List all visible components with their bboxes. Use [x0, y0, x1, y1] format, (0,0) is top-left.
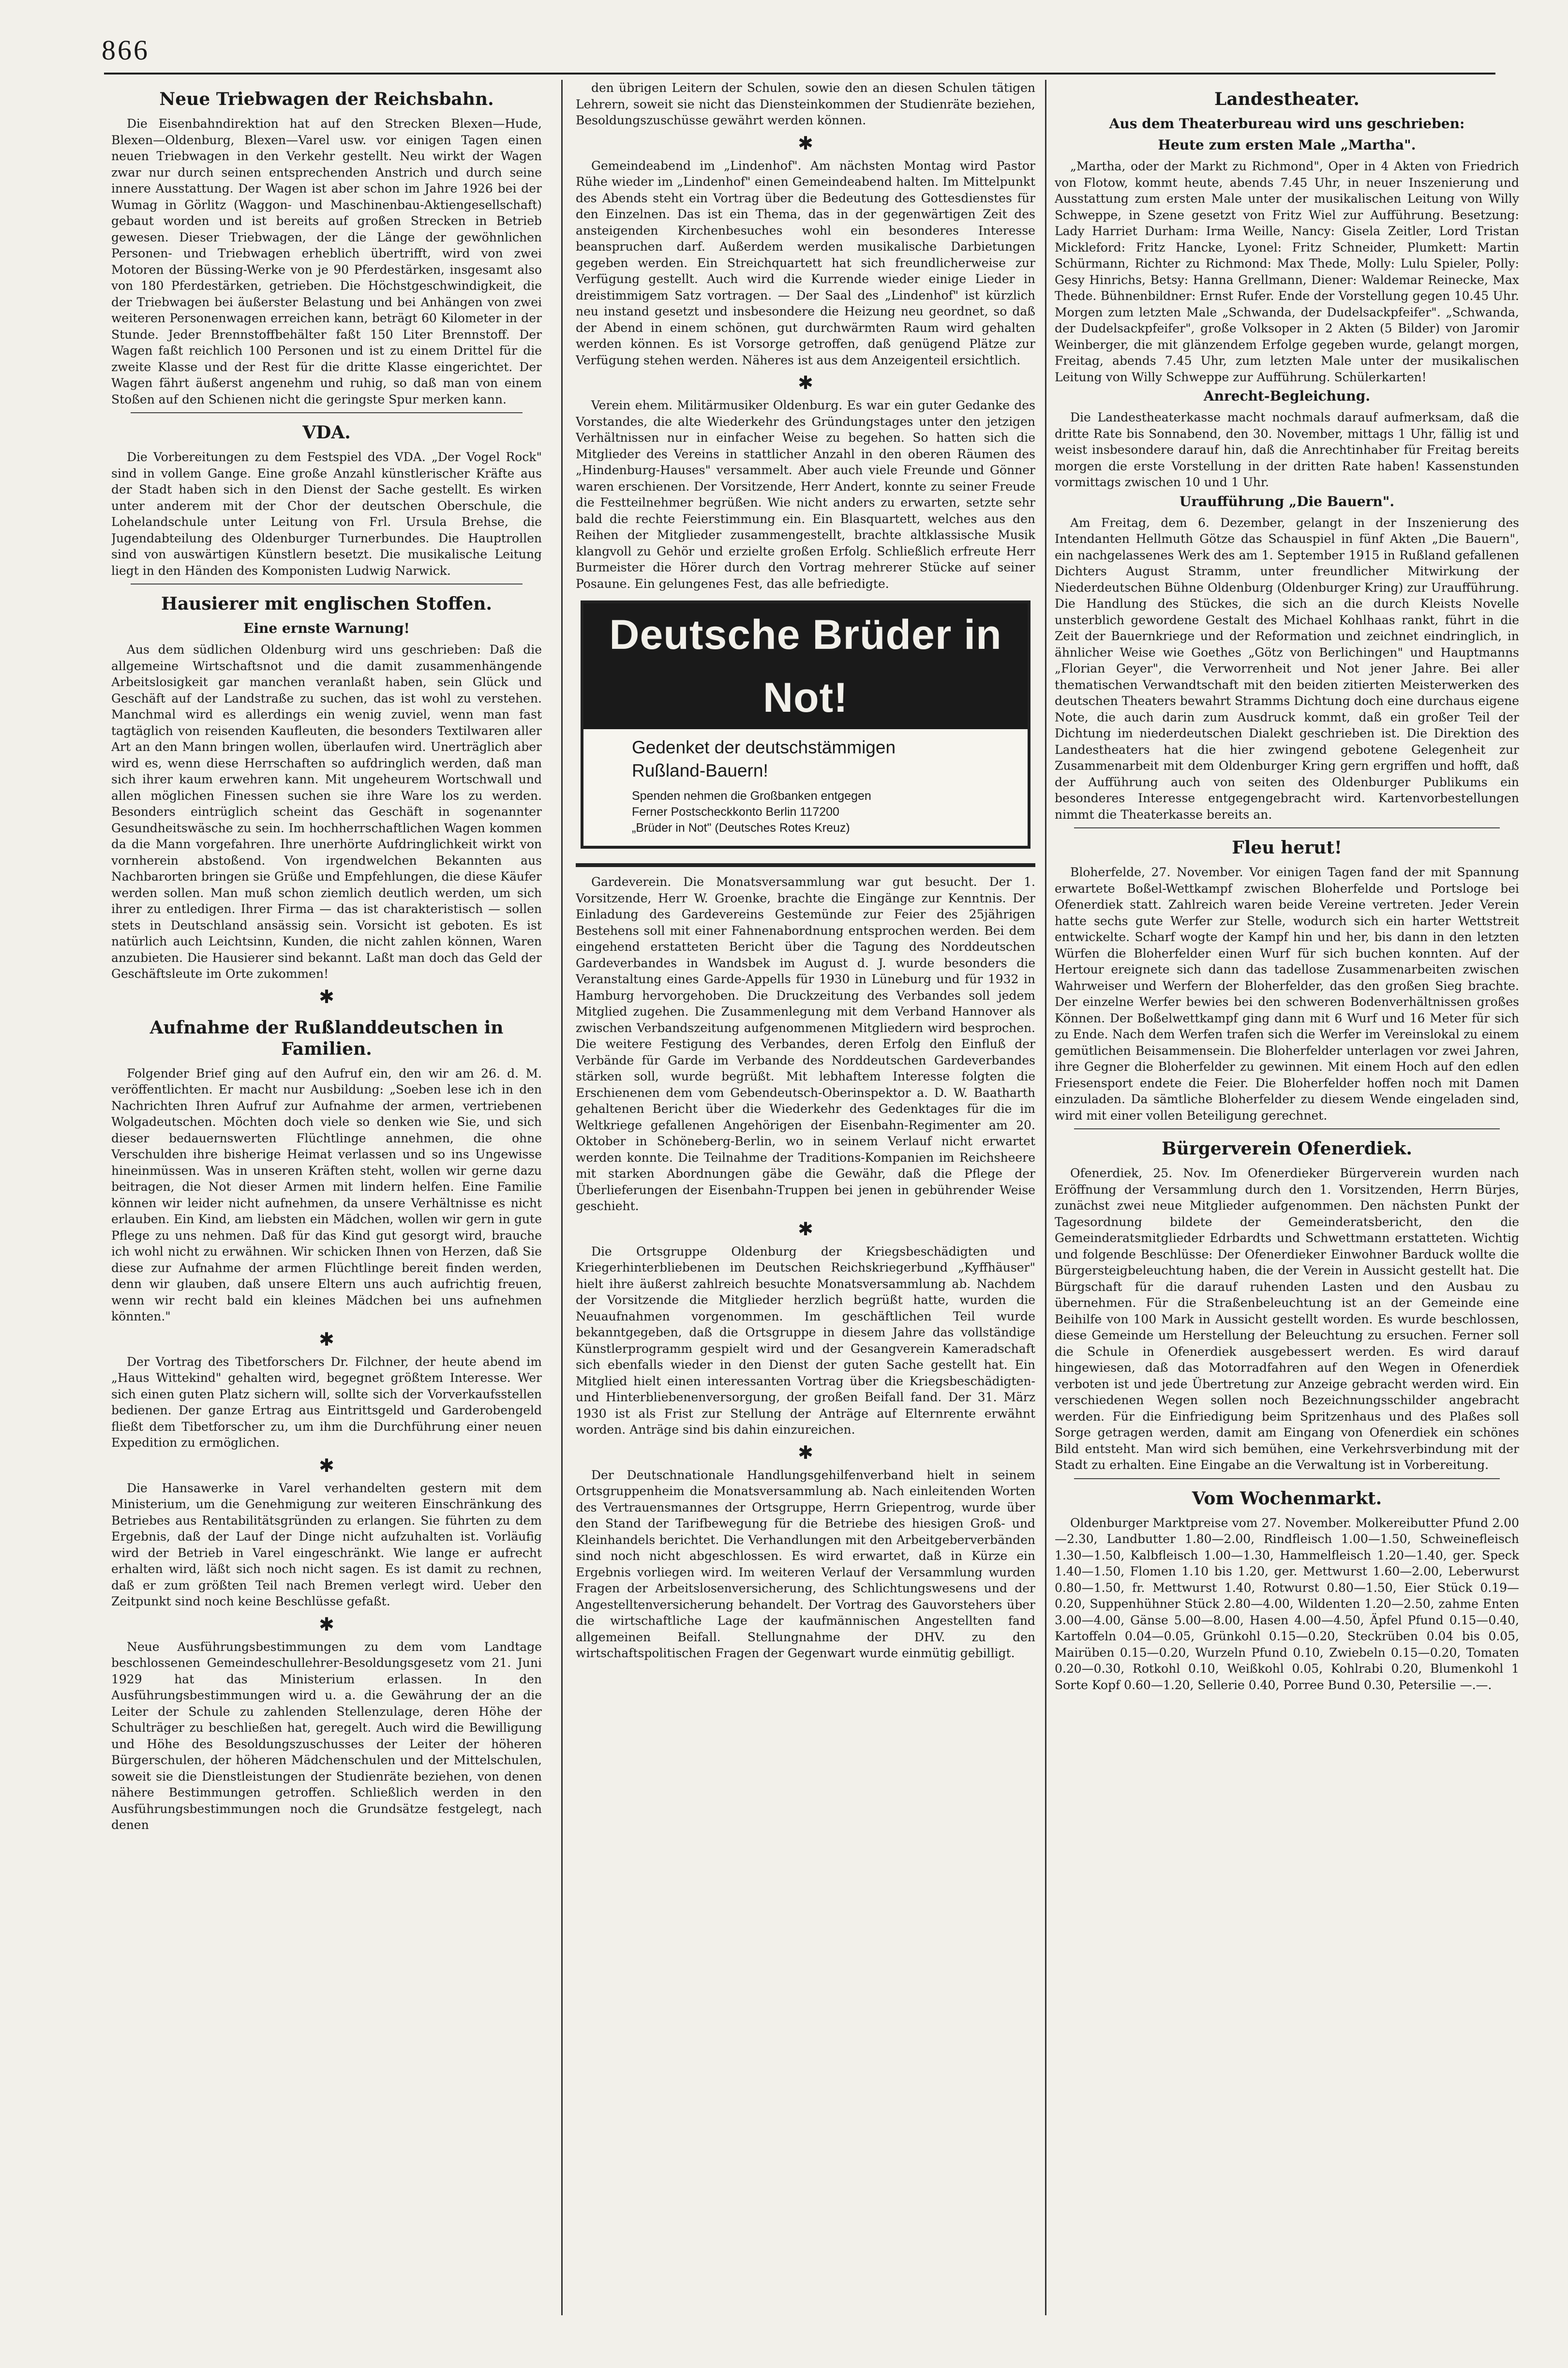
article-text: Die Ortsgruppe Oldenburg der Kriegsbeschädigten und Kriegerhinterbliebenen im Deutschen Reichskriegerbund „Kyffhäuser" hielt ihre äußerst zahlreich besuchte Monatsversammlung ab. Nachdem der Vorsitzende die Mitglieder herzlich begrüßt hatte, wurden die Neuaufnahmen vorgenommen. Im geschäftlichen Teil wurde bekanntgegeben, daß die Ortsgruppe in diesem Jahre das vollständige Künstlerprogramm gespielt wird und der Gesangverein Kameradschaft sich ebenfalls wieder in den Dienst der guten Sache gestellt hat. Ein Mitglied hielt einen interessanten Vortrag über die Kriegsbeschädigten- und Hinterbliebenenversorgung, der großen Beifall fand. Der 31. März 1930 ist als Frist zur Stellung der Anträge auf Elternrente erwähnt worden. Anträge sind bis dahin einzureichen. [576, 1244, 1035, 1437]
article-text: Der Vortrag des Tibetforschers Dr. Filchner, der heute abend im „Haus Wittekind" gehalten wird, begegnet größtem Interesse. Wer sich einen guten Platz sichern will, sollte sich der Vorverkaufsstellen bedienen. Der ganze Ertrag aus Eintrittsgeld und Garderobengeld fließt dem Tibetforscher zu, um ihm die Durchführung einer neuen Expedition zu ermöglichen. [111, 1354, 542, 1450]
page-number: 866 [102, 34, 149, 66]
article-title: Hausierer mit englischen Stoffen. [161, 594, 493, 614]
article-text: Neue Ausführungsbestimmungen zu dem vom Landtage beschlossenen Gemeindeschullehrer-Besoldungsgesetz vom 21. Juni 1929 hat das Ministerium erlassen. In den Ausführungsbestimmungen wird u. a. die Gewährung der an die Leiter der Schule zu zahlenden Stellenzulage, deren Höhe der Schulträger zu beschließen hat, geregelt. Auch wird die Bewilligung und Höhe des Besoldungszuschusses der Leiter der höheren Bürgerschulen, der höheren Mädchenschulen und der Mittelschulen, soweit sie die Dienstleistungen der Studienräte beziehen, von denen nähere Bestimmungen getroffen. Schließlich werden in den Ausführungsbestimmungen noch die Grundsätze festgelegt, nach denen [111, 1639, 542, 1832]
article-subtitle: Eine ernste Warnung! [243, 620, 410, 636]
article-text: Die Landestheaterkasse macht nochmals darauf aufmerksam, daß die dritte Rate bis Sonnabend, den 30. November, mittags 1 Uhr, fällig ist und weist insbesondere darauf hin, daß die Anrechtinhaber für Freitag bereits morgen die erste Vorstellung in der dritten Rate haben! Kassenstunden vormittags zwischen 10 und 1 Uhr. [1055, 410, 1519, 489]
article-text: Folgender Brief ging auf den Aufruf ein, den wir am 26. d. M. veröffentlichten. Er macht nur Ausbildung: „Soeben lese ich in den Nachrichten Ihren Aufruf zur Aufnahme der armen, vertriebenen Wolgadeutschen. Möchten doch viele so denken wie Sie, und sich dieser bedauernswerten Flüchtlinge annehmen, die ohne Verschulden ihre bisherige Heimat verlassen und so ins Ungewisse hineinmüssen. Was in unseren Kräften steht, wollen wir gerne dazu beitragen, die Not dieser Armen mit lindern helfen. Eine Familie können wir leider nicht aufnehmen, da unsere Verhältnisse es nicht erlauben. Ein Kind, am liebsten ein Mädchen, wollen wir gern in gute Pflege zu uns nehmen. Daß für das Kind gut gesorgt wird, brauche ich wohl nicht zu erwähnen. Wir schicken Ihnen von Herzen, daß Sie diese zur Aufnahme der armen Flüchtlinge bereit finden werden, denn wir glauben, daß unsere Eltern uns auch aufrichtig freuen, wenn wir recht bald ein kleines Mädchen bei uns aufnehmen könnten." [111, 1066, 542, 1323]
article-text: „Martha, oder der Markt zu Richmond", Oper in 4 Akten von Friedrich von Flotow, kommt heute, abends 7.45 Uhr, in neuer Inszenierung und Ausstattung zum ersten Male unter der musikalischen Leitung von Willy Schweppe, in Szene gesetzt von Fritz Wiel zur Aufführung. Besetzung: Lady Harriet Durham: Irma Weille, Nancy: Gisela Zeitler, Lord Tristan Mickleford: Fritz Hancke, Lyonel: Fritz Schneider, Plumkett: Martin Schürmann, Richter zu Richmond: Max Thede, Molly: Lulu Spieler, Polly: Gesy Hinrichs, Betsy: Hanna Grellmann, Diener: Waldemar Reinecke, Max Thede. Bühnenbildner: Ernst Rufer. Ende der Vorstellung gegen 10.45 Uhr. Morgen zum letzten Male „Schwanda, der Dudelsackpfeifer". „Schwanda, der Dudelsackpfeifer", große Volksoper in 2 Akten (5 Bilder) von Jaromir Weinberger, die mit glänzendem Erfolge gegeben wurde, gelangt morgen, Freitag, abends 7.45 Uhr, zum letzten Male unter der musikalischen Leitung von Willy Schweppe zur Aufführung. Schülerkarten! [1055, 159, 1519, 384]
header-rule [104, 73, 1495, 75]
article-text: Gemeindeabend im „Lindenhof". Am nächsten Montag wird Pastor Rühe wieder im „Lindenhof" einen Gemeindeabend halten. Im Mittelpunkt des Abends steht ein Vortrag über die Bedeutung des Gottesdienstes für den Einzelnen. Das ist ein Thema, das in der gegenwärtigen Zeit des ansteigenden Kirchenbesuches wohl ein besonderes Interesse beanspruchen darf. Außerdem werden musikalische Darbietungen gegeben werden. Ein Streichquartett hat sich freundlicherweise zur Verfügung gestellt. Auch wird die Kurrende wieder einige Lieder in dreistimmigem Satz vortragen. — Der Saal des „Lindenhof" ist kürzlich neu instand gesetzt und insbesondere die Heizung neu geordnet, so daß der Abend in einem schönen, gut durchwärmten Raum wird gehalten werden können. Es ist Vorsorge getroffen, daß genügend Plätze zur Verfügung stehen werden. Näheres ist aus dem Anzeigenteil ersichtlich. [576, 158, 1035, 367]
article-title: Landestheater. [1214, 89, 1359, 109]
article-title: Fleu herut! [1232, 838, 1342, 858]
article-text: Aus dem südlichen Oldenburg wird uns geschrieben: Daß die allgemeine Wirtschaftsnot und die damit zusammenhängende Arbeitslosigkeit gar manchen veranlaßt haben, sein Glück und Geschäft auf der Landstraße zu suchen, das ist wohl zu verstehen. Manchmal wird es allerdings ein wenig zuviel, wenn man fast tagtäglich von reisenden Kaufleuten, die besonders Textilwaren aller Art an den Mann bringen wollen, überlaufen wird. Unerträglich aber wird es, wenn diese Herrschaften so aufdringlich werden, daß man sich ihrer kaum erwehren kann. Mit ungeheurem Wortschwall und allen möglichen Finessen suchen sie ihre Ware los zu werden. Besonders eintrüglich scheint das Geschäft in sogenannter Gesundheitswäsche zu sein. Im hochherrschaftlichen Wagen kommen da die Mann vorgefahren. Ihre unerhörte Aufdringlichkeit wirkt von vornherein abstoßend. Von irgendwelchen Bekannten aus Nachbarorten bringen sie Grüße und Empfehlungen, die diese Käufer werden sollen. Man muß schon ziemlich deutlich werden, um sich ihrer zu entledigen. Ihrer Firma — das ist charakteristisch — sollen stets in Deutschland ansässig sein. Vorsicht ist geboten. Es ist natürlich auch Leichtsinn, Kunden, die nicht zahlen können, Waren anzubieten. Die Hausierer sind bekannt. Laßt man doch das Geld der Geschäftsleute im Orte zukommen! [111, 643, 542, 981]
article-divider [131, 412, 523, 413]
article-text: Die Eisenbahndirektion hat auf den Strecken Blexen—Hude, Blexen—Oldenburg, Blexen—Varel usw. vor einigen Tagen einen neuen Triebwagen in den Verkehr gestellt. Neu wirkt der Wagen zwar nur durch seinen entsprechenden Anstrich und durch seine innere Ausstattung. Der Wagen ist aber schon im Jahre 1926 bei der Wumag in Görlitz (Waggon- und Maschinenbau-Aktiengesellschaft) gebaut worden und ist bereits auf großen Strecken in Betrieb gewesen. Dieser Triebwagen, der die Länge der gewöhnlichen Personen- und Triebwagen erheblich übertrifft, wird von zwei Motoren der Büssing-Werke von je 90 Pferdestärken, insgesamt also von 180 Pferdestärken, getrieben. Die Höchstgeschwindigkeit, die der Triebwagen bei äußerster Belastung und bei Anhängen von zwei weiteren Personenwagen erreichen kann, beträgt 60 Kilometer in der Stunde. Jeder Brennstoffbehälter faßt 150 Liter Brennstoff. Der Wagen faßt reichlich 100 Personen und ist zu einem Drittel für die zweite Klasse und der Rest für die dritte Klasse eingerichtet. Der Wagen fährt äußerst angenehm und ruhig, so daß man von einem Stoßen auf den Schienen nicht die geringste Spur merken kann. [111, 117, 542, 406]
ad-notes [583, 785, 1028, 846]
column-divider [561, 80, 563, 2315]
article-subtitle: Anrecht-Begleichung. [1203, 388, 1371, 404]
article-divider [1074, 827, 1500, 828]
article-text: Die Vorbereitungen zu dem Festspiel des VDA. „Der Vogel Rock" sind in vollem Gange. Eine große Anzahl künstlerischer Kräfte aus der Stadt haben sich in den Dienst der Sache gestellt. Es wirken unter anderem mit der Chor der deutschen Oberschule, die Lohelandschule unter Leitung von Frl. Ursula Brehse, die Jugendabteilung des Oldenburger Turnerbundes. Die Hauptrollen sind von auswärtigen Künstlern besetzt. Die musikalische Leitung liegt in den Händen des Komponisten Ludwig Narwick. [111, 450, 542, 578]
asterisk-divider: ✱ [798, 132, 813, 154]
article-subtitle: Uraufführung „Die Bauern". [1179, 493, 1395, 510]
article-divider [131, 584, 523, 585]
article-text: Gardeverein. Die Monatsversammlung war gut besucht. Der 1. Vorsitzende, Herr W. Groenke, brachte die Eingänge zur Kenntnis. Der Einladung des Gardevereins Gestemünde zur Feier des 25jährigen Bestehens soll mit einer Fahnenabordnung entsprochen werden. Bei dem eingehend erstatteten Bericht über die Tagung des Norddeutschen Gardeverbandes in Wandsbek im August d. J. wurde besonders die Veranstaltung eines Garde-Appells für 1930 in Lüneburg und für 1932 in Hamburg hervorgehoben. Die Druckzeitung des Verbandes soll jedem Mitglied zugehen. Die Zusammenlegung mit dem Verband Hannover als zwischen Verbandszeitung aufgenommenen Mitgliedern wird besprochen. Die weitere Festigung des Verbandes, deren Erfolg den Einfluß der Verbände für Garde im Verbande des Norddeutschen Gardeverbandes stärken soll, wurde begrüßt. Mit lebhaftem Interesse folgten die Erschienenen dem vom Gebendeutsch-Oberinspektor a. D. W. Baatharth gehaltenen Bericht über die Wiederkehr des Gedenktages für die im Weltkriege gefallenen Angehörigen der Eisenbahn-Regimenter am 20. Oktober in Schöneberg-Berlin, wo in seinem Verlauf nicht erwartet werden konnte. Die Teilnahme der Traditions-Kompanien im Reichsheere mit starken Abordnungen gäbe die Gewähr, daß die Pflege der Überlieferungen der Eisenbahn-Truppen bei jenen in gebührender Weise geschieht. [576, 875, 1035, 1213]
article-text: Die Hansawerke in Varel verhandelten gestern mit dem Ministerium, um die Genehmigung zur weiteren Einschränkung des Betriebes aus Rentabilitätsgründen zu erlangen. Sie führten zu dem Ergebnis, daß der Lauf der Dinge nicht aufzuhalten ist. Vorläufig wird der Betrieb in Varel eingeschränkt. Wie lange er aufrecht erhalten wird, läßt sich noch nicht sagen. Es ist damit zu rechnen, daß er zum größten Teil nach Bremen verlegt wird. Ueber den Zeitpunkt sind noch keine Beschlüsse gefaßt. [111, 1481, 542, 1608]
article-text: Der Deutschnationale Handlungsgehilfenverband hielt in seinem Ortsgruppenheim die Monatsversammlung ab. Nach einleitenden Worten des Vertrauensmannes der Ortsgruppe, Herrn Griepentrog, wurde über den Stand der Tarifbewegung für die Betriebe des hiesigen Groß- und Kleinhandels berichtet. Die Verhandlungen mit den Arbeitgeberverbänden sind noch nicht abgeschlossen. Es wird erwartet, daß in Kürze ein Ergebnis vorliegen wird. Im weiteren Verlauf der Versammlung wurden Fragen der Arbeitslosenversicherung, des Schlichtungswesens und der Angestelltenversicherung behandelt. Der Vortrag des Gauvorstehers über die wirtschaftliche Lage der kaufmännischen Angestellten fand allgemeinen Beifall. Stellungnahme der DHV. zu den wirtschaftspolitischen Fragen der Gegenwart wurde einmütig gebilligt. [576, 1468, 1035, 1660]
column-right [1055, 80, 1519, 2349]
asterisk-divider: ✱ [319, 1613, 334, 1635]
article-divider [1074, 1128, 1500, 1129]
article-text: den übrigen Leitern der Schulen, sowie den an diesen Schulen tätigen Lehrern, soweit sie nicht das Diensteinkommen der Studienräte beziehen, Besoldungszuschüsse gewährt werden können. [576, 81, 1035, 127]
asterisk-divider: ✱ [319, 1328, 334, 1350]
article-title: Bürgerverein Ofenerdiek. [1162, 1139, 1412, 1159]
ad-headline: Deutsche Brüder in Not! [583, 603, 1028, 729]
appeal-advertisement [581, 600, 1030, 849]
section-rule [576, 863, 1035, 867]
article-text: Verein ehem. Militärmusiker Oldenburg. Es war ein guter Gedanke des Vorstandes, die alte Wiederkehr des Gründungstages unter den jetzigen Verhältnissen nur in einfacher Weise zu begehen. So hatten sich die Mitglieder des Vereins in stattlicher Anzahl in den oberen Räumen des „Hindenburg-Hauses" versammelt. Aber auch viele Freunde und Gönner waren erschienen. Der Vorsitzende, Herr Andert, konnte zu seiner Freude die Festteilnehmer begrüßen. Wie nicht anders zu erwarten, setzte sehr bald die rechte Feierstimmung ein. Ein Blasquartett, welches aus den Reihen der Mitglieder zusammengestellt, brachte altklassische Musik klangvoll zu Gehör und erzielte großen Erfolg. Schließlich erfreute Herr Burmeister die Hörer durch den Vortrag mehrerer Stücke auf seiner Posaune. Ein gelungenes Fest, das alle befriedigte. [576, 398, 1035, 591]
ad-subline-2: Rußland-Bauern! [632, 761, 768, 780]
asterisk-divider: ✱ [798, 372, 813, 393]
article-text: Bloherfelde, 27. November. Vor einigen Tagen fand der mit Spannung erwartete Boßel-Wettkampf zwischen Bloherfelde und Portsloge bei Ofenerdiek statt. Zahlreich waren beide Vereine vertreten. Jeder Verein hatte sechs gute Werfer zur Stelle, wodurch sich ein harter Wettstreit entwickelte. Scharf wogte der Kampf hin und her, bis dann in den letzten Würfen die Bloherfelder einen Wurf für sich buchen konnten. Auf der Hertour ereignete sich dann das tadellose Zusammenarbeiten zwischen Wahrweiser und Werfern der Bloherfelder, das den großen Sieg brachte. Der einzelne Werfer bewies bei den schweren Bodenverhältnissen großes Können. Der Boßelwettkampf ging dann mit 6 Wurf und 16 Meter für sich zu Ende. Nach dem Werfen trafen sich die Werfer im Vereinslokal zu einem gemütlichen Beisammensein. Die Bloherfelder unterlagen vor zwei Jahren, ihre Gegner die Bloherfelder zu gewinnen. Mit einem Hoch auf den edlen Friesensport endete die Feier. Die Bloherfelder hoffen noch mit Damen einzuladen. Da sämtliche Bloherfelder zu diesem Wende eingeladen sind, wird mit einer vollen Beteiligung gerechnet. [1055, 865, 1519, 1123]
ad-note-2: Ferner Postscheckkonto Berlin 117200 [632, 805, 839, 819]
asterisk-divider: ✱ [319, 986, 334, 1007]
article-subtitle: Aus dem Theaterbureau wird uns geschrieben: [1109, 116, 1465, 132]
ad-subline-1: Gedenket der deutschstämmigen [632, 737, 896, 757]
column-divider [1045, 80, 1046, 2315]
article-text: Am Freitag, dem 6. Dezember, gelangt in der Inszenierung des Intendanten Hellmuth Götze das Schauspiel in fünf Akten „Die Bauern", ein nachgelassenes Werk des am 1. September 1915 in Rußland gefallenen Dichters August Stramm, unter freundlicher Mitwirkung der Niederdeutschen Bühne Oldenburg (Oldenburger Kring) zur Uraufführung. Die Handlung des Stückes, die sich an die durch Kleists Novelle unsterblich gewordene Gestalt des Michael Kohlhaas rankt, führt in die Zeit der Bauernkriege und der Reformation und zeichnet eindringlich, in ähnlicher Weise wie Goethes „Götz von Berlichingen" und Hauptmanns „Florian Geyer", die Verworrenheit und Not jener Jahre. Bei aller thematischen Verwandtschaft mit den beiden zitierten Meisterwerken des deutschen Theaters bewahrt Stramms Dichtung doch eine durchaus eigene Note, die auch darin zum Ausdruck kommt, daß ein großer Teil der Dichtung im niederdeutschen Dialekt geschrieben ist. Die Direktion des Landestheaters hat die hier zwingend gebotene Gelegenheit zur Zusammenarbeit mit dem Oldenburger Kring gern ergriffen und hofft, daß der Aufführung auch von seiten des Oldenburger Publikums ein besonderes Interesse entgegengebracht wird. Kartenvorbestellungen nimmt die Theaterkasse bereits an. [1055, 515, 1519, 822]
ad-note-1: Spenden nehmen die Großbanken entgegen [632, 789, 871, 803]
ad-subline [583, 729, 1028, 785]
asterisk-divider: ✱ [319, 1454, 334, 1476]
article-text: Ofenerdiek, 25. Nov. Im Ofenerdieker Bürgerverein wurden nach Eröffnung der Versammlung durch den 1. Vorsitzenden, Herrn Bürjes, zunächst zwei neue Mitglieder aufgenommen. Den nächsten Punkt der Tagesordnung bildete der Gemeinderatsbericht, den die Gemeinderatsmitglieder Edrbardts und Schwettmann erstatteten. Wichtig und folgende Beschlüsse: Der Ofenerdieker Einwohner Barduck wollte die Bürgersteigbeleuchtung haben, die der Verein in Aussicht gestellt hat. Die Bürgschaft für die darauf ruhenden Lasten und den Ausbau zu übernehmen. Für die Straßenbeleuchtung ist an der Gemeinde eine Beihilfe von 100 Mark in Aussicht gestellt worden. Es wurde beschlossen, diese Gemeinde um Herstellung der Beleuchtung zu ersuchen. Ferner soll die Schule in Ofenerdiek ausgebessert werden. Es wird darauf hingewiesen, daß das Motorradfahren auf den Wegen in Ofenerdiek verboten ist und jede Übertretung zur Anzeige gebracht werden wird. Ein verschiedenen Wegen sollen noch Bezeichnungsschilder angebracht werden. Für die Einfriedigung beim Spritzenhaus und des Plaßes soll Sorge getragen werden, damit am Eingang von Ofenerdiek ein schönes Bild entsteht. Man wird sich bemühen, eine Verkehrsverbindung mit der Stadt zu erhalten. Eine Eingabe an die Verwaltung ist in Vorbereitung. [1055, 1166, 1519, 1472]
asterisk-divider: ✱ [798, 1218, 813, 1240]
column-middle [576, 80, 1035, 2349]
article-title: Aufnahme der Rußlanddeutschen in Familien. [149, 1017, 504, 1059]
article-divider [1074, 1478, 1500, 1479]
article-title: Vom Wochenmarkt. [1192, 1488, 1382, 1509]
article-title: Neue Triebwagen der Reichsbahn. [159, 89, 494, 109]
asterisk-divider: ✱ [798, 1441, 813, 1463]
article-title: VDA. [302, 422, 351, 443]
ad-note-3: „Brüder in Not" (Deutsches Rotes Kreuz) [632, 821, 850, 835]
article-text: Oldenburger Marktpreise vom 27. November. Molkereibutter Pfund 2.00—2.30, Landbutter 1.80—2.00, Rindfleisch 1.00—1.50, Schweinefleisch 1.30—1.50, Kalbfleisch 1.00—1.30, Hammelfleisch 1.20—1.40, ger. Speck 1.40—1.50, Flomen 1.10 bis 1.20, ger. Mettwurst 1.60—2.00, Leberwurst 0.80—1.50, fr. Mettwurst 1.40, Rotwurst 0.80—1.50, Eier Stück 0.19—0.20, Suppenhühner Stück 2.80—4.00, Wildenten 1.20—2.50, zahme Enten 3.00—4.00, Gänse 5.00—8.00, Hasen 4.00—4.50, Äpfel Pfund 0.15—0.40, Kartoffeln 0.04—0.05, Grünkohl 0.15—0.20, Steckrüben 0.04 bis 0.05, Mairüben 0.15—0.20, Wurzeln Pfund 0.10, Zwiebeln 0.15—0.20, Tomaten 0.20—0.30, Rotkohl 0.10, Weißkohl 0.05, Kohlrabi 0.20, Blumenkohl 1 Sorte Kopf 0.60—1.20, Sellerie 0.40, Porree Bund 0.30, Petersilie —.—. [1055, 1515, 1519, 1692]
column-left [111, 80, 542, 2349]
article-subtitle: Heute zum ersten Male „Martha". [1158, 137, 1416, 153]
